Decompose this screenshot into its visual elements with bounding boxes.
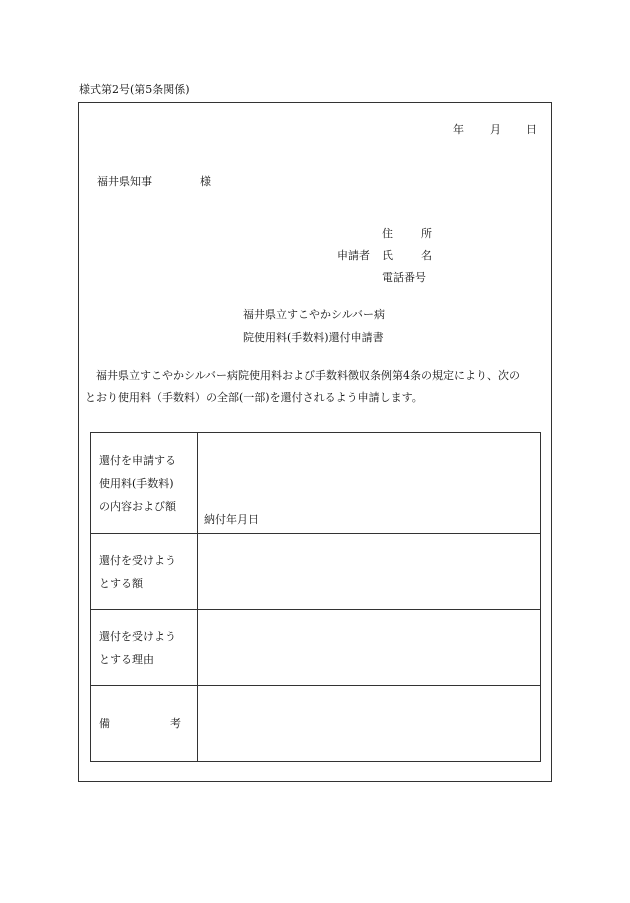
statement-line-1: 福井県立すこやかシルバー病院使用料および手数料徴収条例第4条の規定により、次の xyxy=(96,369,520,382)
contents-label xyxy=(91,433,198,534)
applicant-label: 申請者 xyxy=(337,249,370,262)
date-year-label: 年 xyxy=(453,123,464,136)
remarks-label-char1: 備 xyxy=(99,717,110,730)
amount-value-cell[interactable] xyxy=(198,534,541,610)
contents-value-cell[interactable] xyxy=(198,433,541,534)
statement-line-2: とおり使用料（手数料）の全部(一部)を還付されるよう申請します。 xyxy=(85,391,423,404)
request-statement xyxy=(85,365,550,409)
form-number-label: 様式第2号(第5条関係) xyxy=(79,83,190,96)
name-label-char1: 氏 xyxy=(382,249,393,262)
reason-label-line-2: とする理由 xyxy=(99,652,154,666)
remarks-value-cell[interactable] xyxy=(198,686,541,762)
addressee-name: 福井県知事 xyxy=(97,175,152,188)
table-row-amount xyxy=(91,534,541,610)
address-label-char1: 住 xyxy=(382,227,393,240)
document-title xyxy=(243,303,385,349)
contents-label-line-1: 還付を申請する xyxy=(99,453,176,467)
date-day-label: 日 xyxy=(526,123,537,136)
contents-label-line-2: 使用料(手数料) xyxy=(99,476,174,490)
name-label-char2: 名 xyxy=(421,249,432,262)
table-row-contents xyxy=(91,433,541,534)
addressee-honorific: 様 xyxy=(200,175,211,188)
remarks-label-char2: 考 xyxy=(170,717,181,730)
reason-label xyxy=(91,610,198,686)
paid-date-label: 納付年月日 xyxy=(204,513,259,526)
table-row-remarks xyxy=(91,686,541,762)
address-label-char2: 所 xyxy=(421,227,432,240)
refund-details-table xyxy=(90,432,541,762)
title-line-1: 福井県立すこやかシルバー病 xyxy=(243,308,385,321)
remarks-label xyxy=(91,686,198,762)
amount-label xyxy=(91,534,198,610)
reason-label-line-1: 還付を受けよう xyxy=(99,629,176,643)
phone-label: 電話番号 xyxy=(382,271,426,284)
amount-label-line-2: とする額 xyxy=(99,576,143,590)
amount-label-line-1: 還付を受けよう xyxy=(99,553,176,567)
reason-value-cell[interactable] xyxy=(198,610,541,686)
title-line-2: 院使用料(手数料)還付申請書 xyxy=(243,331,384,344)
table-row-reason xyxy=(91,610,541,686)
date-month-label: 月 xyxy=(490,123,501,136)
contents-label-line-3: の内容および額 xyxy=(99,499,176,513)
